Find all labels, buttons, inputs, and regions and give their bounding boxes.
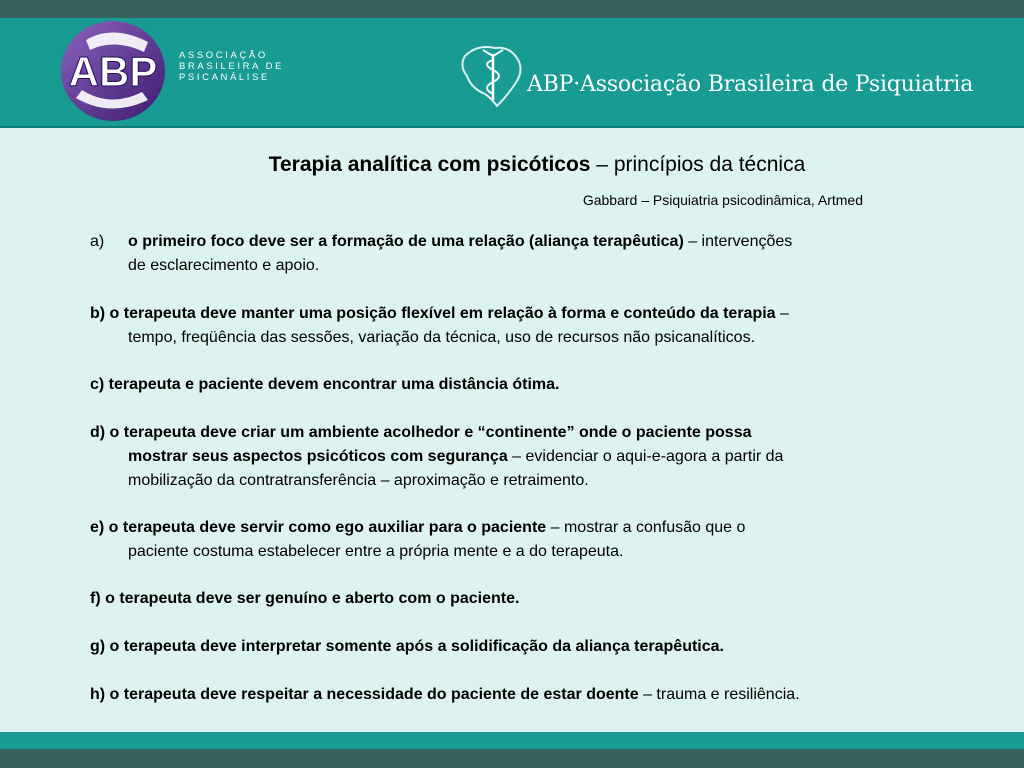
item-e-cont: paciente costuma estabelecer entre a própria mente e a do terapeuta.	[128, 543, 624, 560]
footer-strip	[0, 732, 1024, 749]
abp-psicanalise-logo	[58, 20, 168, 122]
item-d-rest: – evidenciar o aqui-e-agora a partir da	[507, 448, 784, 465]
header-divider	[0, 126, 1024, 128]
item-g-bold: g) o terapeuta deve interpretar somente após a solidificação da aliança terapêutica.	[90, 638, 724, 655]
slide-title	[0, 153, 1024, 177]
item-a-cont: de esclarecimento e apoio.	[128, 257, 320, 274]
item-f-bold: f) o terapeuta deve ser genuíno e aberto com o paciente.	[90, 590, 520, 607]
abp-psiquiatria-name: ABP·Associação Brasileira de Psiquiatria	[527, 72, 974, 97]
association-line: BRASILEIRA DE	[179, 61, 285, 72]
item-d	[90, 421, 975, 493]
item-d-bold: d) o terapeuta deve criar um ambiente acolhedor e “continente” onde o paciente possa	[90, 424, 752, 441]
footer-bottom-strip	[0, 749, 1024, 768]
citation: Gabbard – Psiquiatria psicodinâmica, Artmed	[582, 192, 863, 208]
item-f	[90, 587, 975, 611]
title-rest: – princípios da técnica	[590, 153, 806, 176]
item-h	[90, 683, 975, 707]
item-e-rest: – mostrar a confusão que o	[546, 519, 746, 536]
item-b-rest: –	[775, 305, 789, 322]
item-b-bold: b) o terapeuta deve manter uma posição flexível em relação à forma e conteúdo da terapia	[90, 305, 776, 322]
item-h-rest: – trauma e resiliência.	[638, 686, 800, 703]
item-e	[90, 516, 975, 564]
item-a-bold: o primeiro foco deve ser a formação de uma relação (aliança terapêutica)	[128, 233, 684, 250]
item-c	[90, 373, 975, 397]
item-b-cont: tempo, freqüência das sessões, variação da técnica, uso de recursos não psicanalíticos.	[128, 329, 756, 346]
item-a	[90, 230, 975, 278]
abp-logo-text: ABP	[68, 48, 158, 95]
association-line: ASSOCIAÇÃO	[179, 50, 268, 61]
item-g	[90, 635, 975, 659]
association-name	[179, 50, 284, 83]
top-strip	[0, 0, 1024, 18]
item-d-cont: mobilização da contratransferência – aproximação e retraimento.	[128, 472, 589, 489]
association-line: PSICANÁLISE	[179, 72, 270, 83]
item-e-bold: e) o terapeuta deve servir como ego auxiliar para o paciente	[90, 519, 547, 536]
slide-header	[0, 18, 1024, 126]
item-marker: a)	[90, 233, 105, 250]
item-h-bold: h) o terapeuta deve respeitar a necessidade do paciente de estar doente	[90, 686, 639, 703]
item-c-bold: c) terapeuta e paciente devem encontrar uma distância ótima.	[90, 376, 560, 393]
item-a-rest: – intervenções	[683, 233, 793, 250]
brazil-map-caduceus-icon	[455, 40, 527, 110]
title-bold: Terapia analítica com psicóticos	[268, 153, 591, 176]
item-b	[90, 302, 975, 350]
item-d-bold-cont: mostrar seus aspectos psicóticos com segurança	[128, 448, 508, 465]
